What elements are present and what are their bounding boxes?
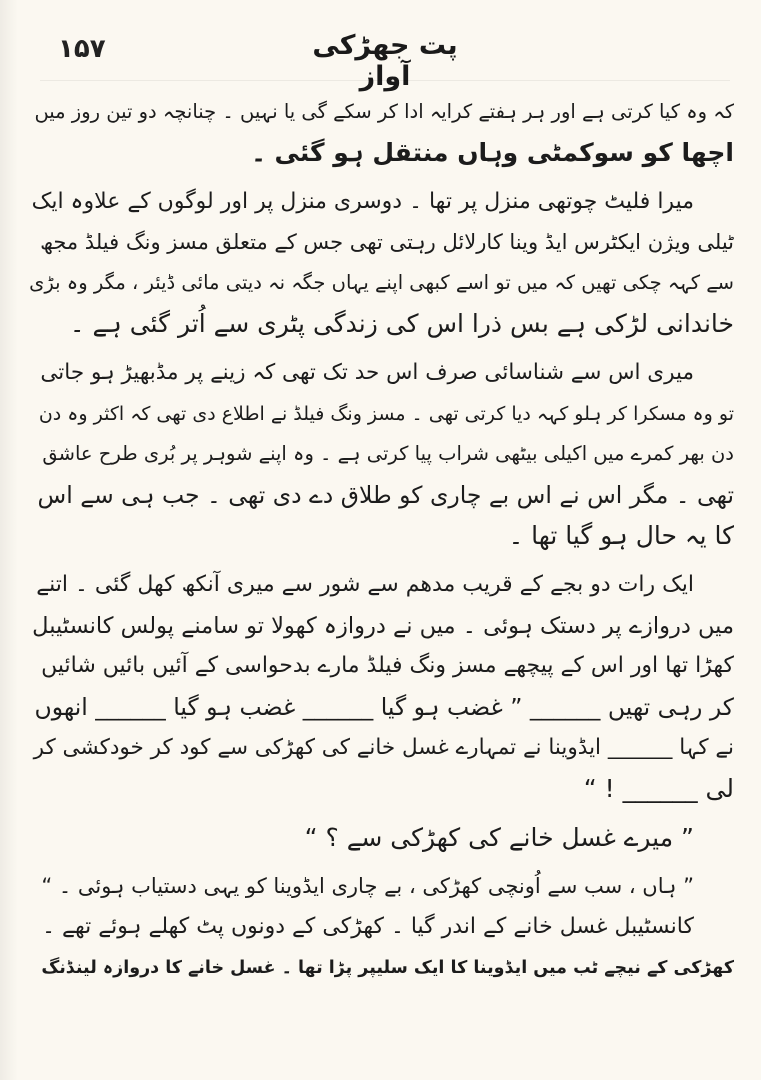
paragraph-5 [28,818,734,859]
paragraph-1 [28,92,734,174]
text-line: کا یہ حال ہو گیا تھا ۔ [508,520,734,550]
text-line: کھڑکی کے نیچے ٹب میں ایڈوینا کا ایک سلیپر پڑا تھا ۔ غسل خانے کا دروازہ لینڈنگ [41,957,734,978]
paragraph-6 [28,866,734,988]
text-line: نے کہا ______ ایڈوینا نے تمہارے غسل خانے کی کھڑکی سے کود کر خودکشی کر [33,734,734,760]
running-title: پت جھڑکی آواز [312,30,458,92]
text-line: میں دروازے پر دستک ہوئی ۔ میں نے دروازہ کھولا تو سامنے پولس کانسٹیبل [32,612,734,639]
text-line: تھی ۔ مگر اس نے اس بے چاری کو طلاق دے دی تھی ۔ جب ہی سے اس [37,481,734,510]
text-line: دن بھر کمرے میں اکیلی بیٹھی شراب پیا کرتی ہے ۔ وہ اپنے شوہر پر بُری طرح عاشق [42,442,734,466]
text-line: میری اس سے شناسائی صرف اس حد تک تھی کہ زینے پر مڈبھیڑ ہو جاتی [40,359,694,385]
text-line: ” میرے غسل خانے کی کھڑکی سے ؟ “ [304,822,694,852]
text-line: لی ______ ! “ [583,773,734,803]
text-line: کر رہی تھیں ______ ” غضب ہو گیا ______ غضب ہو گیا ______ انھوں [34,693,734,722]
text-line: ” ہاں ، سب سے اُونچی کھڑکی ، بے چاری ایڈوینا کو یہی دستیاب ہوئی ۔ “ [41,874,694,899]
paragraph-3 [28,353,734,557]
text-line: سے کہہ چکی تھیں کہ میں تو اسے کبھی اپنے یہاں جگہ نہ دیتی مائی ڈیئر ، مگر وہ بڑی [29,271,734,295]
paragraph-4 [28,565,734,810]
text-line: اچھا کو سوکمٹی وہاں منتقل ہو گئی ۔ [251,137,734,167]
text-line: خاندانی لڑکی ہے بس ذرا اس کی زندگی پٹری سے اُتر گئی ہے ۔ [69,308,734,338]
text-line: تو وہ مسکرا کر ہلو کہہ دیا کرتی تھی ۔ مسز ونگ فیلڈ نے اطلاع دی تھی کہ اکثر وہ دن [38,402,734,425]
body-text [28,92,734,997]
paragraph-2 [28,182,734,345]
text-line: کانسٹیبل غسل خانے کے اندر گیا ۔ کھڑکی کے دونوں پٹ کھلے ہوئے تھے ۔ [42,914,694,940]
text-line: کہ وہ کیا کرتی ہے اور ہر ہفتے کرایہ ادا کر سکے گی یا نہیں ۔ چنانچہ دو تین روز میں [34,100,734,123]
text-line: ٹیلی ویژن ایکٹرس ایڈ وینا کارلائل رہتی تھی جس کے متعلق مسز ونگ فیلڈ مجھ [40,230,734,255]
header-divider [40,80,730,81]
text-line: میرا فلیٹ چوتھی منزل پر تھا ۔ دوسری منزل پر اور لوگوں کے علاوہ ایک [31,188,694,214]
text-line: کھڑا تھا اور اس کے پیچھے مسز ونگ فیلڈ مارے بدحواسی کے آئیں بائیں شائیں [41,653,734,679]
text-line: ایک رات دو بجے کے قریب مدھم سے شور سے میری آنکھ کھل گئی ۔ اتنے [36,571,694,597]
page-number: ۱۵۷ [58,34,106,64]
